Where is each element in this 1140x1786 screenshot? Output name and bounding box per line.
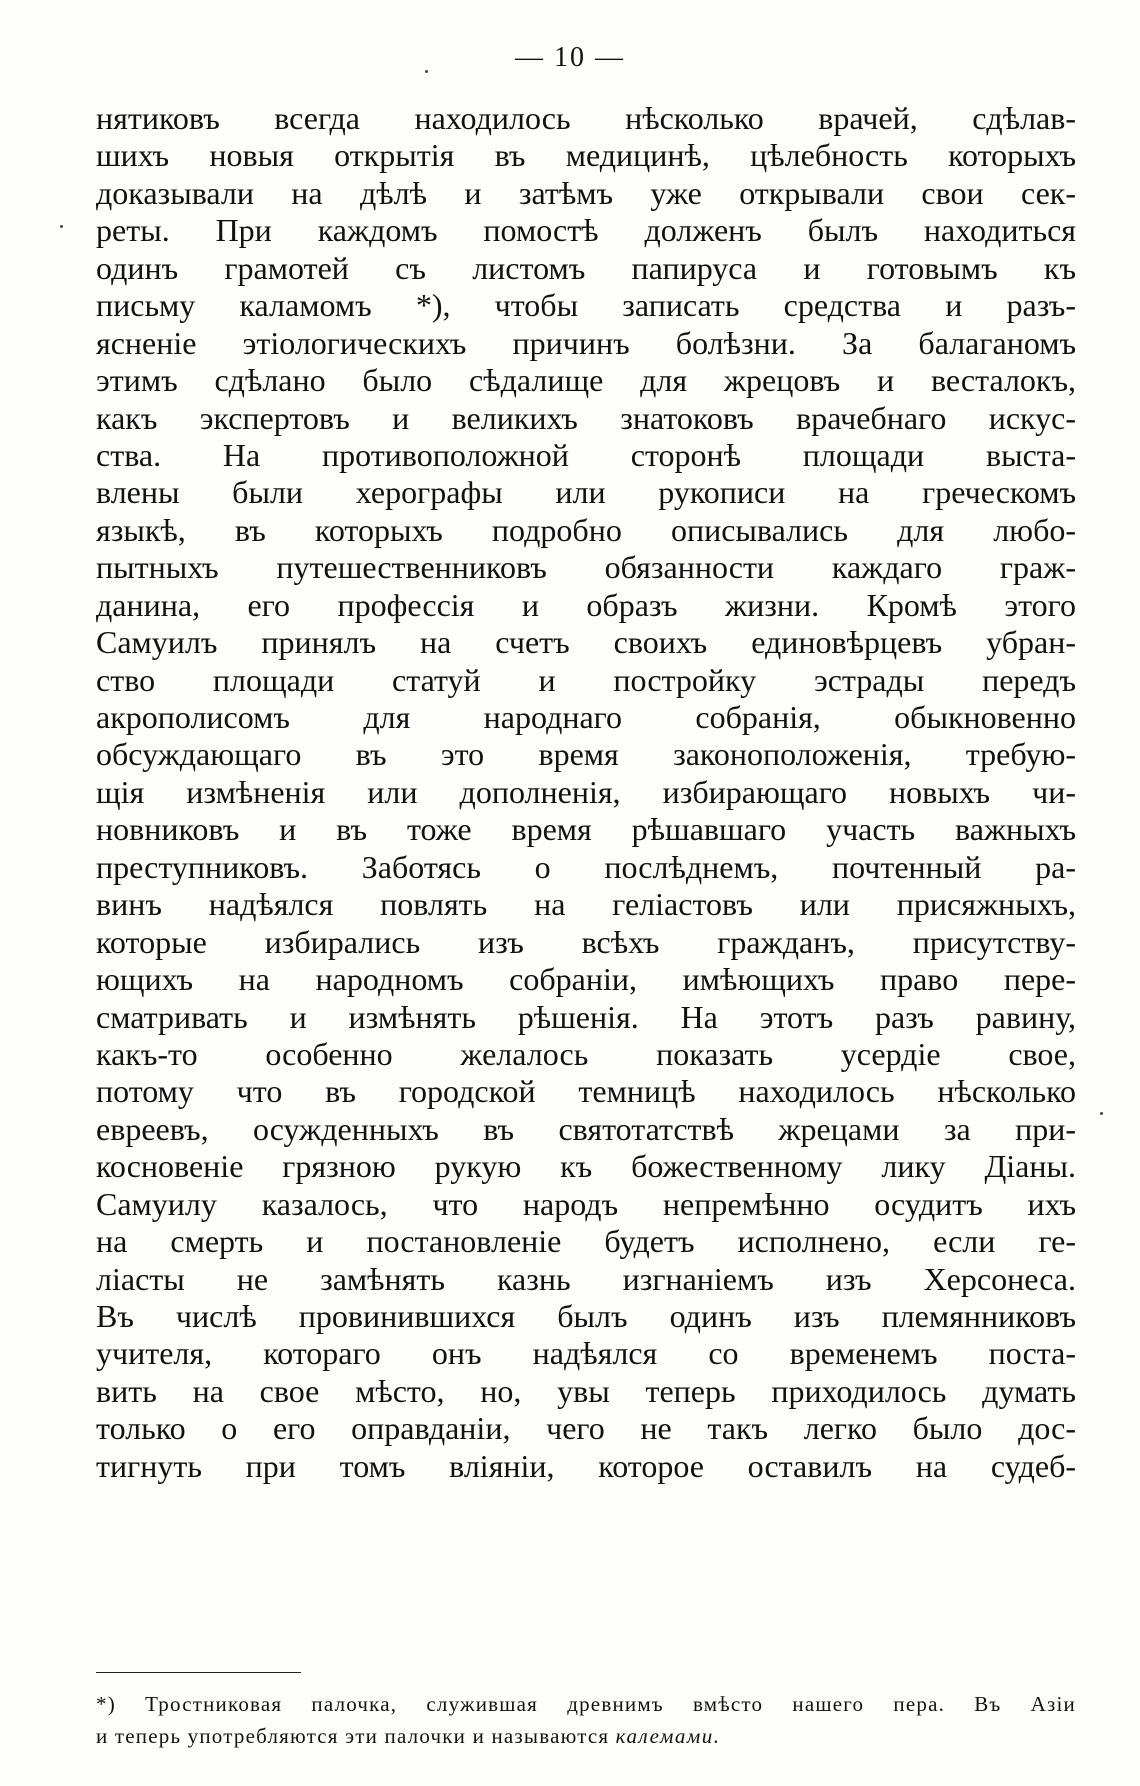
- text-line: косновеніе грязною рукую къ божественному лику Діаны.: [96, 1148, 1076, 1185]
- text-line: новниковъ и въ тоже время рѣшавшаго участь важныхъ: [96, 811, 1076, 848]
- footnote-text: и теперь употребляются эти палочки и называются: [96, 1724, 616, 1748]
- text-line: ющихъ на народномъ собраніи, имѣющихъ право пере-: [96, 961, 1076, 998]
- text-line: влены были херографы или рукописи на греческомъ: [96, 474, 1076, 511]
- text-line: ство площади статуй и постройку эстрады передъ: [96, 661, 1076, 698]
- text-line: щія измѣненія или дополненія, избирающаго новыхъ чи-: [96, 773, 1076, 810]
- footnote-line: [96, 1720, 1076, 1752]
- text-line: учителя, котораго онъ надѣялся со временемъ поста-: [96, 1335, 1076, 1372]
- text-line: Самуилу казалось, что народъ непремѣнно осудитъ ихъ: [96, 1185, 1076, 1222]
- text-line: пытныхъ путешественниковъ обязанности каждаго граж-: [96, 549, 1076, 586]
- footnote-italic-term: калемами.: [615, 1724, 721, 1748]
- footnote-separator: [96, 1672, 301, 1673]
- text-line: на смерть и постановленіе будетъ исполнено, если ге-: [96, 1223, 1076, 1260]
- text-line: письму каламомъ *), чтобы записать средства и разъ-: [96, 287, 1076, 324]
- text-line: одинъ грамотей съ листомъ папируса и готовымъ къ: [96, 249, 1076, 286]
- text-line: обсуждающаго въ это время законоположенія, требую-: [96, 736, 1076, 773]
- text-line: какъ экспертовъ и великихъ знатоковъ врачебнаго искус-: [96, 399, 1076, 436]
- text-line: Самуилъ принялъ на счетъ своихъ единовѣрцевъ убран-: [96, 624, 1076, 661]
- text-line: только о его оправданіи, чего не такъ легко было дос-: [96, 1410, 1076, 1447]
- text-line: ліасты не замѣнять казнь изгнаніемъ изъ Херсонеса.: [96, 1260, 1076, 1297]
- print-speck: [425, 70, 428, 73]
- text-line: этимъ сдѣлано было сѣдалище для жрецовъ и весталокъ,: [96, 362, 1076, 399]
- text-line: винъ надѣялся повлять на геліастовъ или присяжныхъ,: [96, 886, 1076, 923]
- text-line: евреевъ, осужденныхъ въ святотатствѣ жрецами за при-: [96, 1110, 1076, 1147]
- text-line: потому что въ городской темницѣ находилось нѣсколько: [96, 1073, 1076, 1110]
- text-line: ства. На противоположной сторонѣ площади выста-: [96, 436, 1076, 473]
- text-line: данина, его профессія и образъ жизни. Кромѣ этого: [96, 586, 1076, 623]
- text-line: реты. При каждомъ помостѣ долженъ былъ находиться: [96, 212, 1076, 249]
- text-line: сматривать и измѣнять рѣшенія. На этотъ разъ равину,: [96, 998, 1076, 1035]
- text-line: акрополисомъ для народнаго собранія, обыкновенно: [96, 699, 1076, 735]
- print-speck: [60, 225, 63, 228]
- text-line: вить на свое мѣсто, но, увы теперь приходилось думать: [96, 1372, 1076, 1409]
- footnote-line: *) Тростниковая палочка, служившая древнимъ вмѣсто нашего пера. Въ Азіи: [96, 1692, 1076, 1716]
- text-line: какъ-то особенно желалось показать усердіе свое,: [96, 1035, 1076, 1072]
- text-line: шихъ новыя открытія въ медицинѣ, цѣлебность которыхъ: [96, 137, 1076, 174]
- text-line: языкѣ, въ которыхъ подробно описывались для любо-: [96, 511, 1076, 548]
- print-speck: [1100, 1112, 1103, 1115]
- body-text: [96, 100, 1076, 1485]
- footnote: [96, 1688, 1076, 1752]
- text-line: нятиковъ всегда находилось нѣсколько врачей, сдѣлав-: [96, 100, 1076, 136]
- text-line: преступниковъ. Заботясь о послѣднемъ, почтенный ра-: [96, 848, 1076, 885]
- page-number: — 10 —: [515, 42, 625, 73]
- text-line: Въ числѣ провинившихся былъ одинъ изъ племянниковъ: [96, 1298, 1076, 1334]
- text-line: доказывали на дѣлѣ и затѣмъ уже открывали свои сек-: [96, 174, 1076, 211]
- text-line: тигнуть при томъ вліяніи, которое оставилъ на судеб-: [96, 1447, 1076, 1484]
- text-line: ясненіе этіологическихъ причинъ болѣзни. За балаганомъ: [96, 324, 1076, 361]
- text-line: которые избирались изъ всѣхъ гражданъ, присутству-: [96, 923, 1076, 960]
